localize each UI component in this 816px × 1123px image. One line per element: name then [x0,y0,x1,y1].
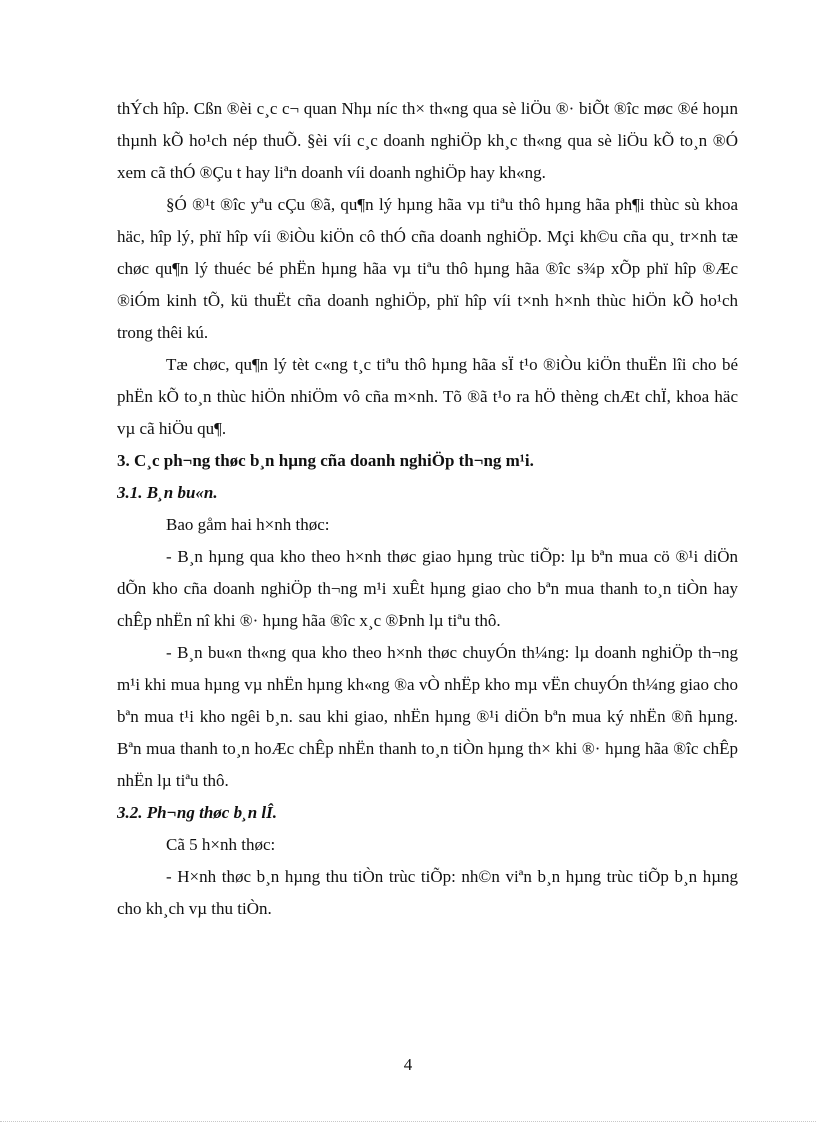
page-body [117,93,738,925]
page-bottom-divider [0,1121,816,1122]
paragraph-3: Tæ chøc, qu¶n lý tèt c«ng t¸c tiªu thô hµng hãa sÏ t¹o ®iÒu kiÖn thuËn lîi cho bé phËn kÕ to¸n thùc hiÖn nhiÖm vô cña m×nh. Tõ ®ã t¹o ra hÖ thèng chÆt chÏ, khoa häc vµ cã hiÖu qu¶. [117,355,738,438]
paragraph-6: - B¸n bu«n th«ng qua kho theo h×nh thøc chuyÓn th¼ng: lµ doanh nghiÖp th¬ng m¹i khi mua hµng vµ nhËn hµng kh«ng ®a vÒ nhËp kho mµ vËn chuyÓn th¼ng giao cho bªn mua t¹i kho ngêi b¸n. sau khi giao, nhËn hµng ®¹i diÖn bªn mua ký nhËn ®ñ hµng. Bªn mua thanh to¸n hoÆc chÊp nhËn thanh to¸n tiÒn hµng th× khi ®· hµng hãa ®îc chÊp nhËn lµ tiªu thô. [117,643,738,790]
paragraph-5: - B¸n hµng qua kho theo h×nh thøc giao hµng trùc tiÕp: lµ bªn mua cö ®¹i diÖn dÕn kho cña doanh nghiÖp th¬ng m¹i xuÊt hµng giao cho bªn mua thanh to¸n tiÒn hay chÊp nhËn nî khi ®· hµng hãa ®îc x¸c ®Þnh lµ tiªu thô. [117,547,738,630]
paragraph-4: Bao gåm hai h×nh thøc: [166,515,330,534]
subsection-heading-3-1: 3.1. B¸n bu«n. [117,483,218,502]
section-heading-3: 3. C¸c ph¬ng thøc b¸n hµng cña doanh nghiÖp th¬ng m¹i. [117,451,534,470]
paragraph-7: Cã 5 h×nh thøc: [166,835,276,854]
paragraph-1: thÝch hîp. Cßn ®èi c¸c c¬ quan Nhµ níc th× th«ng qua sè liÖu ®· biÕt ®îc møc ®é hoµn thµnh kÕ ho¹ch nép thuÕ. §èi víi c¸c doanh nghiÖp kh¸c th«ng qua sè liÖu kÕ to¸n ®Ó xem cã thÓ ®Çu t hay liªn doanh víi doanh nghiÖp hay kh«ng. [117,99,738,182]
paragraph-2: §Ó ®¹t ®îc yªu cÇu ®ã, qu¶n lý hµng hãa vµ tiªu thô hµng hãa ph¶i thùc sù khoa häc, hîp lý, phï hîp víi ®iÒu kiÖn cô thÓ cña doanh nghiÖp. Mçi kh©u cña qu¸ tr×nh tæ chøc qu¶n lý thuéc bé phËn hµng hãa vµ tiªu thô hµng hãa ®îc s¾p xÕp phï hîp ®Æc ®iÓm kinh tÕ, kü thuËt cña doanh nghiÖp, phï hîp víi t×nh h×nh thùc hiÖn kÕ ho¹ch trong thêi kú. [117,195,738,342]
paragraph-8: - H×nh thøc b¸n hµng thu tiÒn trùc tiÕp: nh©n viªn b¸n hµng trùc tiÕp b¸n hµng cho kh¸ch vµ thu tiÒn. [117,867,738,918]
page-number: 4 [403,1055,413,1074]
subsection-heading-3-2: 3.2. Ph¬ng thøc b¸n lÎ. [117,803,278,822]
